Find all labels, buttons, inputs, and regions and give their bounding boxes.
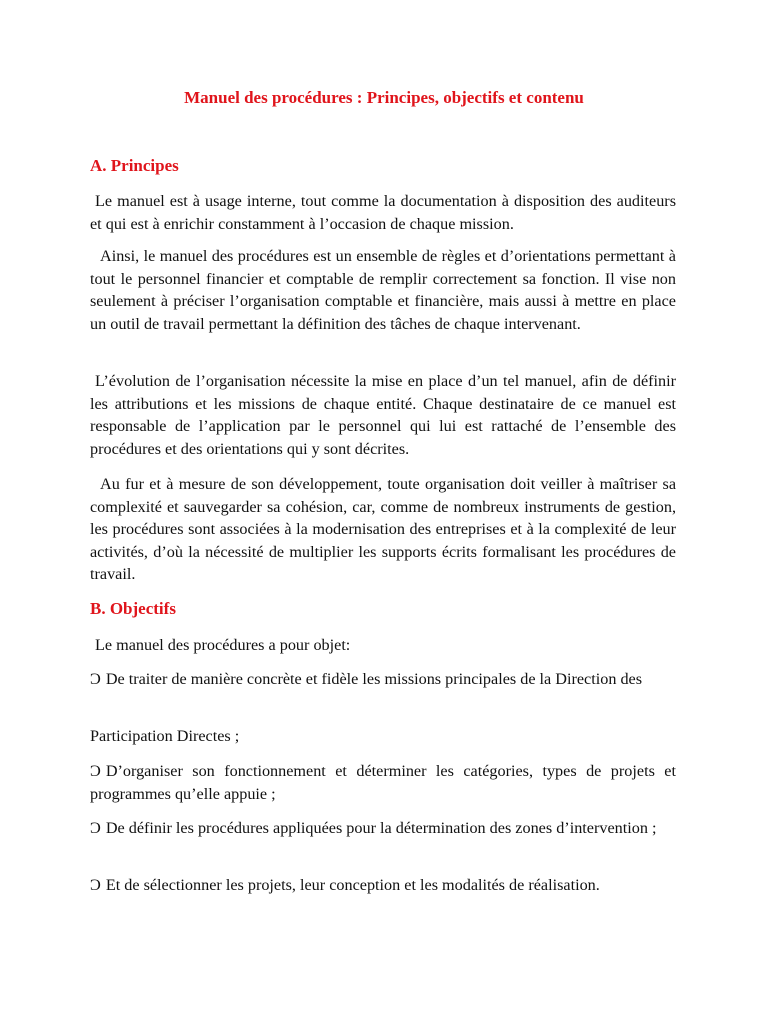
objective-item-4 xyxy=(90,874,676,897)
objective-text: Et de sélectionner les projets, leur conception et les modalités de réalisation. xyxy=(105,876,600,894)
objective-item-2 xyxy=(90,760,676,805)
section-b-heading: B. Objectifs xyxy=(90,599,176,618)
section-b-intro xyxy=(90,634,676,657)
section-a-paragraph-3 xyxy=(90,370,676,460)
objective-text: De traiter de manière concrète et fidèle les missions principales de la Direction des xyxy=(105,670,643,688)
section-a-paragraph-1 xyxy=(90,190,676,235)
paragraph-text: Au fur et à mesure de son développement, toute organisation doit veiller à maîtriser sa complexité et sauvegarder sa cohésion, car, comme de nombreux instruments de gestion, les procédures sont associées à la modernisation des entreprises et à la complexité de leur activités, d’où la nécessité de multiplier les supports écrits formalisant les procédures de travail. xyxy=(90,475,676,584)
objective-text: D’organiser son fonctionnement et déterminer les catégories, types de projets et programmes qu’elle appuie ; xyxy=(90,762,676,803)
intro-text: Le manuel des procédures a pour objet: xyxy=(95,636,351,654)
section-a-heading: A. Principes xyxy=(90,156,179,175)
paragraph-text: Ainsi, le manuel des procédures est un ensemble de règles et d’orientations permettant à tout le personnel financier et comptable de remplir correctement sa fonction. Il vise non seulement à préciser l’organisation comptable et financière, mais aussi à mettre en place un outil de travail permettant la définition des tâches de chaque intervenant. xyxy=(90,247,676,333)
section-a-paragraph-4 xyxy=(90,473,676,586)
objective-item-1 xyxy=(90,668,676,691)
objective-continuation: Participation Directes ; xyxy=(90,727,240,745)
bullet-icon: Ͻ xyxy=(90,876,101,894)
bullet-icon: Ͻ xyxy=(90,670,101,688)
objective-item-3 xyxy=(90,817,676,840)
bullet-icon: Ͻ xyxy=(90,819,101,837)
bullet-icon: Ͻ xyxy=(90,762,101,780)
section-a-paragraph-2 xyxy=(90,245,676,335)
document-title: Manuel des procédures : Principes, objectifs et contenu xyxy=(184,88,584,107)
objective-text: De définir les procédures appliquées pour la détermination des zones d’intervention ; xyxy=(105,819,657,837)
paragraph-text: L’évolution de l’organisation nécessite la mise en place d’un tel manuel, afin de définir les attributions et les missions de chaque entité. Chaque destinataire de ce manuel est responsable de l’application par le personnel qui lui est rattaché de l’ensemble des procédures et des orientations qui y sont décrites. xyxy=(90,372,676,458)
paragraph-text: Le manuel est à usage interne, tout comme la documentation à disposition des auditeurs et qui est à enrichir constamment à l’occasion de chaque mission. xyxy=(90,192,676,233)
